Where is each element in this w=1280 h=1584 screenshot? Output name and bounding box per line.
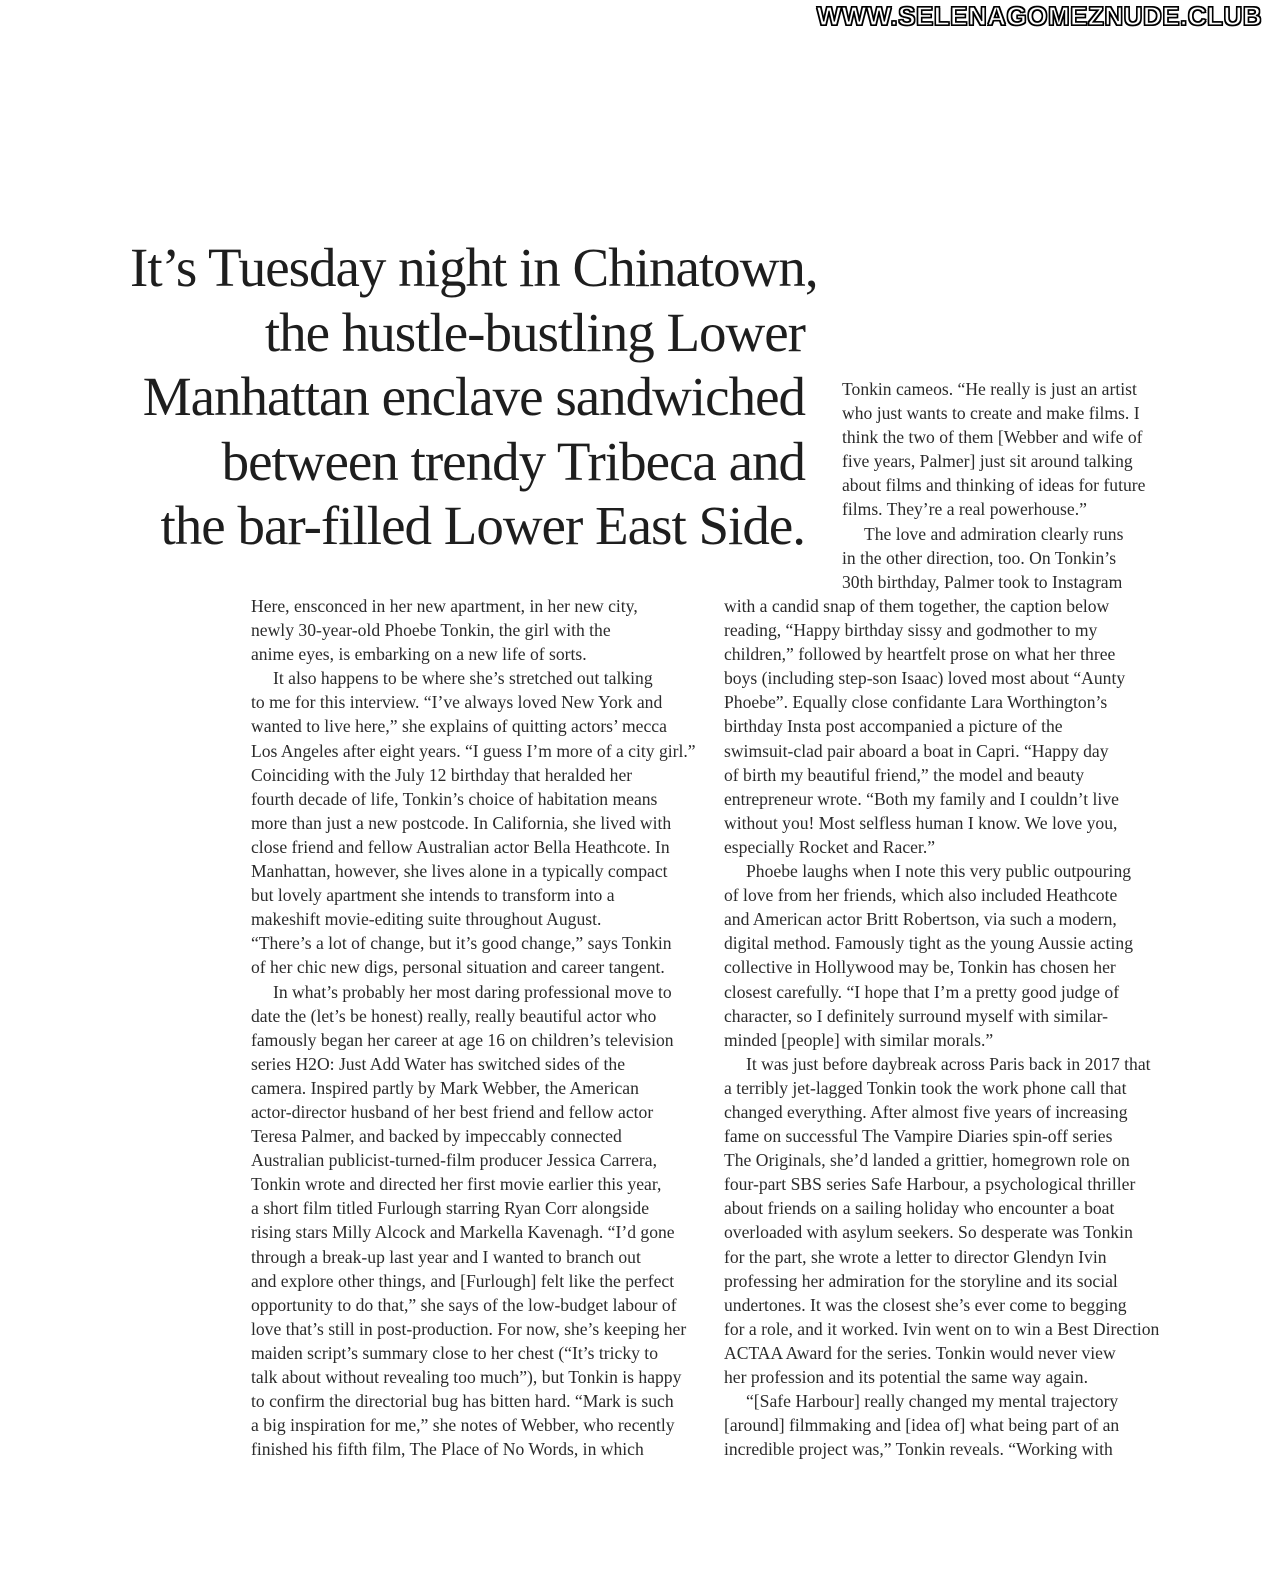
text-line: especially Rocket and Racer.” (724, 836, 936, 857)
text-line: to me for this interview. “I’ve always loved New York and (251, 692, 663, 713)
text-line: Tonkin cameos. “He really is just an artist (842, 379, 1137, 399)
text-line: about friends on a sailing holiday who encounter a boat (724, 1198, 1115, 1219)
text-line: a terribly jet-lagged Tonkin took the work phone call that (724, 1077, 1127, 1098)
text-line: more than just a new postcode. In California, she lived with (251, 812, 672, 833)
text-line: Teresa Palmer, and backed by impeccably connected (251, 1126, 622, 1147)
text-line: through a break-up last year and I wanted to branch out (251, 1246, 641, 1267)
text-line: collective in Hollywood may be, Tonkin has chosen her (724, 957, 1116, 978)
text-line: a big inspiration for me,” she notes of Webber, who recently (251, 1415, 675, 1436)
text-line: “[Safe Harbour] really changed my mental trajectory (746, 1391, 1119, 1412)
text-line: maiden script’s summary close to her chest (“It’s tricky to (251, 1342, 658, 1363)
text-line: In what’s probably her most daring professional move to (273, 981, 672, 1002)
text-line: minded [people] with similar morals.” (724, 1029, 994, 1050)
text-line: opportunity to do that,” she says of the low-budget labour of (251, 1294, 677, 1315)
text-line: changed everything. After almost five years of increasing (724, 1101, 1128, 1122)
text-line: Australian publicist-turned-film producer Jessica Carrera, (251, 1150, 657, 1171)
text-line: of her chic new digs, personal situation and career tangent. (251, 957, 665, 978)
text-line: [around] filmmaking and [idea of] what being part of an (724, 1415, 1120, 1436)
text-line: love that’s still in post-production. For now, she’s keeping her (251, 1318, 687, 1339)
text-line: “There’s a lot of change, but it’s good change,” says Tonkin (251, 933, 672, 954)
text-line: ACTAA Award for the series. Tonkin would never view (724, 1342, 1116, 1363)
text-line: without you! Most selfless human I know. We love you, (724, 812, 1118, 833)
text-line: for the part, she wrote a letter to director Glendyn Ivin (724, 1246, 1107, 1267)
text-line: Phoebe”. Equally close confidante Lara Worthington’s (724, 692, 1108, 713)
text-line: children,” followed by heartfelt prose on what her three (724, 644, 1116, 665)
text-line: fourth decade of life, Tonkin’s choice of habitation means (251, 788, 658, 809)
text-line: digital method. Famously tight as the young Aussie acting (724, 933, 1134, 954)
text-line: anime eyes, is embarking on a new life of sorts. (251, 644, 587, 665)
pull-quote-line: the hustle-bustling Lower (264, 301, 805, 363)
text-line: incredible project was,” Tonkin reveals. “Working with (724, 1439, 1113, 1460)
pull-quote-line: It’s Tuesday night in Chinatown, (130, 237, 818, 298)
text-line: fame on successful The Vampire Diaries spin-off series (724, 1126, 1113, 1147)
pull-quote-line: the bar-filled Lower East Side. (160, 495, 805, 556)
text-line: entrepreneur wrote. “Both my family and I couldn’t live (724, 788, 1119, 809)
text-line: series H2O: Just Add Water has switched sides of the (251, 1053, 626, 1074)
text-line: but lovely apartment she intends to transform into a (251, 885, 615, 906)
text-line: date the (let’s be honest) really, really beautiful actor who (251, 1005, 657, 1026)
text-line: and explore other things, and [Furlough] felt like the perfect (251, 1270, 675, 1291)
text-line: talk about without revealing too much”), but Tonkin is happy (251, 1367, 682, 1387)
text-line: overloaded with asylum seekers. So desperate was Tonkin (724, 1222, 1133, 1243)
text-line: about films and thinking of ideas for future (842, 475, 1146, 496)
text-line: Manhattan, however, she lives alone in a typically compact (251, 861, 668, 882)
text-line: think the two of them [Webber and wife of (842, 427, 1143, 448)
pull-quote (130, 236, 818, 559)
text-line: 30th birthday, Palmer took to Instagram (842, 571, 1123, 592)
text-line: with a candid snap of them together, the caption below (724, 596, 1110, 616)
text-line: Coinciding with the July 12 birthday that heralded her (251, 764, 633, 785)
text-line: reading, “Happy birthday sissy and godmother to my (724, 620, 1098, 641)
text-line: to confirm the directorial bug has bitten hard. “Mark is such (251, 1391, 674, 1412)
left-column (251, 594, 701, 1461)
text-line: It was just before daybreak across Paris back in 2017 that (746, 1053, 1151, 1074)
text-line: character, so I definitely surround myself with similar- (724, 1005, 1108, 1026)
right-column-top (842, 377, 1182, 594)
text-line: camera. Inspired partly by Mark Webber, the American (251, 1077, 639, 1098)
text-line: of birth my beautiful friend,” the model and beauty (724, 764, 1085, 785)
text-line: newly 30-year-old Phoebe Tonkin, the girl with the (251, 620, 611, 641)
text-line: birthday Insta post accompanied a picture of the (724, 716, 1063, 737)
text-line: a short film titled Furlough starring Ryan Corr alongside (251, 1198, 650, 1219)
text-line: It also happens to be where she’s stretched out talking (273, 668, 653, 689)
text-line: famously began her career at age 16 on children’s television (251, 1029, 674, 1050)
text-line: five years, Palmer] just sit around talking (842, 451, 1133, 472)
text-line: Phoebe laughs when I note this very public outpouring (746, 861, 1132, 882)
text-line: Los Angeles after eight years. “I guess I’m more of a city girl.” (251, 740, 696, 761)
watermark-url: WWW.SELENAGOMEZNUDE.CLUB (816, 1, 1262, 31)
text-line: four-part SBS series Safe Harbour, a psychological thriller (724, 1174, 1136, 1195)
text-line: finished his fifth film, The Place of No Words, in which (251, 1439, 644, 1460)
text-line: her profession and its potential the same way again. (724, 1367, 1088, 1387)
text-line: boys (including step-son Isaac) loved most about “Aunty (724, 668, 1126, 689)
text-line: closest carefully. “I hope that I’m a pretty good judge of (724, 981, 1120, 1002)
text-line: wanted to live here,” she explains of quitting actors’ mecca (251, 716, 667, 737)
text-line: swimsuit-clad pair aboard a boat in Capri. “Happy day (724, 740, 1109, 761)
text-line: makeshift movie-editing suite throughout August. (251, 909, 602, 930)
text-line: actor-director husband of her best friend and fellow actor (251, 1101, 654, 1122)
pull-quote-line: between trendy Tribeca and (221, 430, 805, 492)
pull-quote-line: Manhattan enclave sandwiched (142, 366, 805, 427)
text-line: close friend and fellow Australian actor Bella Heathcote. In (251, 836, 670, 857)
text-line: Here, ensconced in her new apartment, in her new city, (251, 596, 638, 616)
text-line: of love from her friends, which also included Heathcote (724, 885, 1118, 906)
text-line: who just wants to create and make films. I (842, 403, 1140, 424)
text-line: Tonkin wrote and directed her first movie earlier this year, (251, 1174, 662, 1195)
text-line: rising stars Milly Alcock and Markella Kavenagh. “I’d gone (251, 1222, 675, 1243)
right-column (724, 594, 1179, 1461)
text-line: and American actor Britt Robertson, via such a modern, (724, 909, 1117, 930)
text-line: undertones. It was the closest she’s ever come to begging (724, 1294, 1127, 1315)
text-line: films. They’re a real powerhouse.” (842, 499, 1087, 520)
text-line: in the other direction, too. On Tonkin’s (842, 547, 1117, 568)
text-line: for a role, and it worked. Ivin went on to win a Best Direction (724, 1318, 1160, 1339)
text-line: professing her admiration for the storyline and its social (724, 1270, 1118, 1291)
text-line: The Originals, she’d landed a grittier, homegrown role on (724, 1150, 1130, 1171)
text-line: The love and admiration clearly runs (864, 523, 1124, 544)
